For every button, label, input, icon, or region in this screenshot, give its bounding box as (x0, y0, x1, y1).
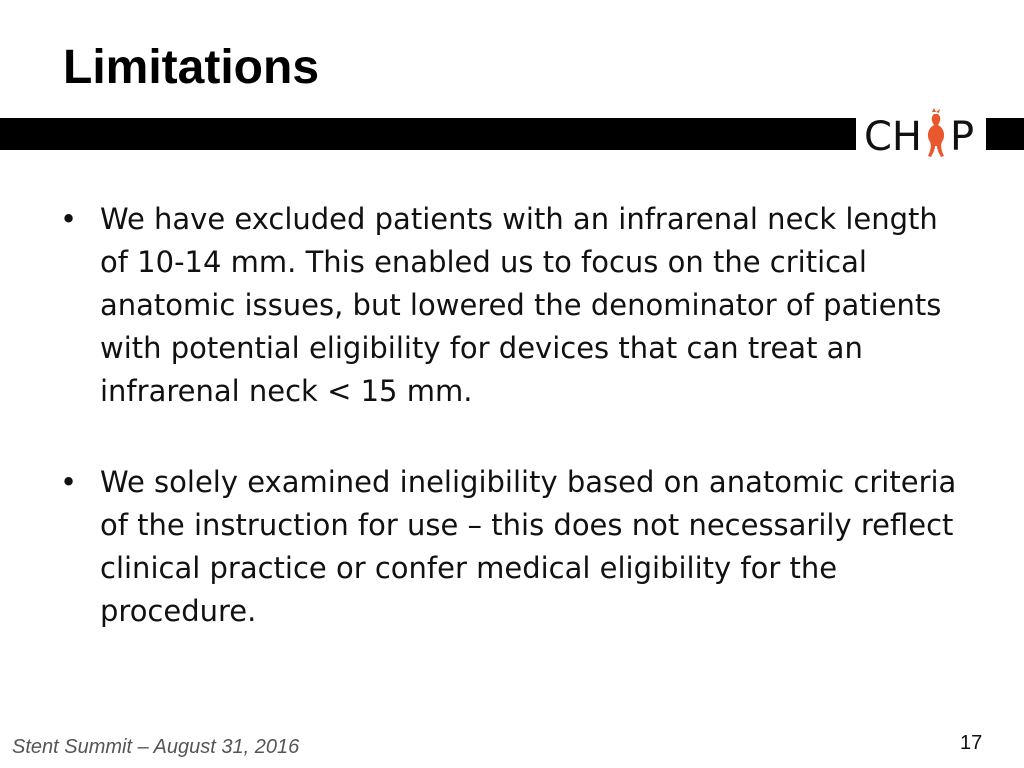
list-item (60, 461, 960, 633)
page-number: 17 (960, 732, 983, 754)
logo-text-left: CH (864, 114, 923, 160)
bullet-list (60, 198, 960, 633)
aorta-icon (928, 108, 944, 157)
slide-title: Limitations (63, 41, 320, 94)
bullet-marker: • (60, 465, 78, 499)
header-bar-left (0, 118, 856, 150)
footer-text: Stent Summit – August 31, 2016 (12, 736, 300, 758)
logo-text-right: P (950, 114, 975, 160)
header-bar-right (986, 118, 1024, 150)
list-item (60, 198, 960, 413)
bullet-text: We have excluded patients with an infrarenal neck length of 10-14 mm. This enabled us to focus on the critical anatomic issues, but lowered the denominator of patients with potential eligibility for devices that can treat an infrarenal neck < 15 mm. (100, 202, 942, 408)
bullet-marker: • (60, 202, 78, 236)
bullet-text: We solely examined ineligibility based on anatomic criteria of the instruction for use – this does not necessarily reflect clinical practice or confer medical eligibility for the procedure. (100, 465, 957, 628)
chip-logo (864, 108, 980, 160)
